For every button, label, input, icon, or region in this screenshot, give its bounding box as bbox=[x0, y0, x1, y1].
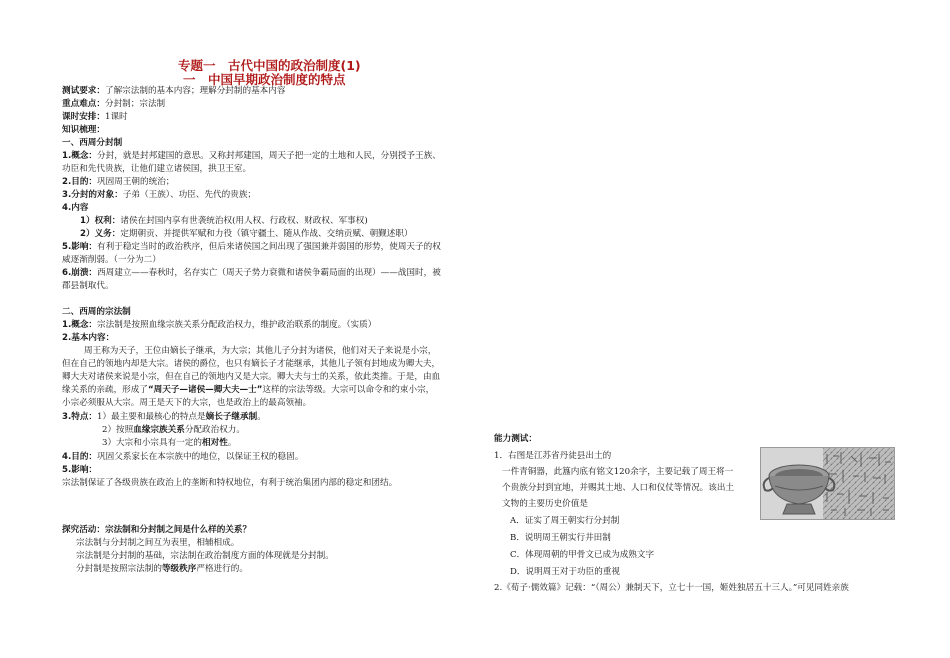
s1-purpose-text: 巩固周王朝的统治； bbox=[97, 177, 175, 187]
s2-f1-bold: 嫡长子继承制 bbox=[205, 412, 258, 422]
s1-impact-text: 有利于稳定当时的政治秩序，但后来诸侯国之间出现了强国兼并弱国的形势，使周天子的权 bbox=[97, 242, 441, 252]
s2-p4-start: 缘关系的亲疏，形成了 bbox=[62, 385, 148, 395]
s1-definition-text: 分封，就是封邦建国的意思。又称封邦建国，周天子把一定的土地和人民，分别授予王族、 bbox=[97, 151, 441, 161]
s1-objects-label: 3.分封的对象： bbox=[62, 190, 123, 200]
s2-p4-end: 这样的宗法等级。大宗可以命令和约束小宗， bbox=[262, 385, 435, 395]
s1-collapse-label: 6.崩溃： bbox=[62, 268, 98, 278]
s2-definition-text: 宗法制是按照血缘宗族关系分配政治权力，维护政治联系的制度。（实质） bbox=[97, 320, 377, 330]
s2-feature-2 bbox=[102, 424, 245, 436]
s2-paragraph-line2: 但在自己的领地内却是大宗。诸侯的爵位，也只有嫡长子才能继承，其他儿子领有封地成为卿大夫， bbox=[62, 359, 441, 369]
explore-a3-bold: 等级秩序 bbox=[161, 564, 197, 574]
s1-objects-text: 子弟（王族）、功臣、先代的贵族； bbox=[122, 190, 257, 200]
s1-rights bbox=[80, 215, 368, 227]
q1-option-d: D．说明周王对于功臣的重视 bbox=[510, 567, 621, 577]
s2-purpose bbox=[62, 451, 303, 463]
s2-f1-end: 。 bbox=[257, 412, 266, 422]
s2-f2-bold: 血缘宗族关系 bbox=[133, 425, 185, 435]
q2-line1: 2.《荀子·儒效篇》记载：“（周公）兼制天下，立七十一国，姬姓独居五十三人。”可见同姓亲族 bbox=[494, 583, 849, 593]
s1-collapse-line1 bbox=[62, 267, 441, 279]
q1-line4: 文物的主要历史价值是 bbox=[502, 499, 588, 509]
lesson-time-text: 1课时 bbox=[104, 112, 128, 122]
s1-definition-line1 bbox=[62, 150, 441, 162]
page-title: 专题一 古代中国的政治制度(1) bbox=[178, 58, 361, 73]
explore-answer-1: 宗法制与分封制之间互为表里，相辅相成。 bbox=[76, 538, 240, 548]
knowledge-label: 知识梳理： bbox=[62, 125, 105, 135]
bronze-vessel-image bbox=[760, 447, 895, 520]
s2-f1-text: 1）最主要和最核心的特点是 bbox=[97, 412, 206, 422]
s2-paragraph-line3: 卿大夫对诸侯来说是小宗，但在自己的领地内又是大宗。卿大夫与士的关系，依此类推。于是，由血 bbox=[62, 372, 441, 382]
section2-heading: 二、西周的宗法制 bbox=[62, 307, 131, 317]
s2-hierarchy-phrase: “周天子—诸侯—卿大夫—士” bbox=[147, 385, 263, 395]
explore-question: 探究活动：宗法制和分封制之间是什么样的关系？ bbox=[62, 525, 252, 535]
key-points bbox=[62, 98, 165, 110]
ability-test-heading: 能力测试： bbox=[494, 434, 537, 444]
s2-paragraph-line4 bbox=[62, 384, 434, 396]
q1-line2: 一件青铜器，此簋内底有铭文120余字，主要记载了周王将一 bbox=[502, 467, 734, 477]
s2-paragraph-line5: 小宗必须服从大宗。周王是天下的大宗，也是政治上的最高领袖。 bbox=[62, 398, 312, 408]
s2-paragraph-line1: 周王称为天子，王位由嫡长子继承，为大宗；其他儿子分封为诸侯，他们对天子来说是小宗， bbox=[84, 346, 437, 356]
s2-impact-text: 宗法制保证了各级贵族在政治上的垄断和特权地位，有利于统治集团内部的稳定和团结。 bbox=[62, 478, 398, 488]
lesson-time-label: 课时安排： bbox=[62, 112, 105, 122]
test-requirement-label: 测试要求： bbox=[62, 86, 105, 96]
s2-definition bbox=[62, 319, 376, 331]
s1-purpose-label: 2.目的： bbox=[62, 177, 98, 187]
section1-heading: 一、西周分封制 bbox=[62, 138, 123, 148]
s1-objects bbox=[62, 189, 256, 201]
s2-purpose-text: 巩固父系家长在本宗族中的地位，以保证王权的稳固。 bbox=[97, 452, 304, 462]
s2-impact-label: 5.影响： bbox=[62, 465, 98, 475]
bronze-vessel-illustration bbox=[761, 448, 894, 519]
s1-duty bbox=[80, 228, 413, 240]
q1-line3: 个贵族分封到宜地，并赐其土地、人口和仪仗等情况。该出土 bbox=[502, 483, 735, 493]
s2-purpose-label: 4.目的： bbox=[62, 452, 98, 462]
key-points-text: 分封制；宗法制 bbox=[104, 99, 166, 109]
q1-option-a: A．证实了周王朝实行分封制 bbox=[510, 516, 620, 526]
q1-option-c: C．体现周朝的甲骨文已成为成熟文字 bbox=[510, 550, 655, 560]
s1-definition-line2: 功臣和先代贵族，让他们建立诸侯国，拱卫王室。 bbox=[62, 164, 252, 174]
s1-content-label: 4.内容 bbox=[62, 203, 89, 213]
q1-line1: 1．右图是江苏省丹徒县出土的 bbox=[494, 451, 612, 461]
s1-duty-text: 定期朝贡、并提供军赋和力役（镇守疆土、随从作战、交纳贡赋、朝觐述职） bbox=[120, 229, 413, 239]
s1-rights-label: 1）权利： bbox=[80, 216, 121, 226]
s2-f3-bold: 相对性 bbox=[202, 438, 228, 448]
test-requirement bbox=[62, 85, 285, 97]
explore-a3-end: 严格进行的。 bbox=[196, 564, 248, 574]
s1-definition-label: 1.概念： bbox=[62, 151, 98, 161]
s2-f2-text: 2）按照 bbox=[102, 425, 134, 435]
s2-f2-end: 分配政治权力。 bbox=[184, 425, 245, 435]
s2-feature-3 bbox=[102, 437, 236, 449]
test-requirement-text: 了解宗法制的基本内容；理解分封制的基本内容 bbox=[104, 86, 286, 96]
s1-impact-line1 bbox=[62, 241, 441, 253]
s2-content-label: 2.基本内容： bbox=[62, 333, 115, 343]
explore-a3-text: 分封制是按照宗法制的 bbox=[76, 564, 162, 574]
s2-f3-end: 。 bbox=[227, 438, 237, 448]
s2-definition-label: 1.概念： bbox=[62, 320, 98, 330]
s1-rights-text: 诸侯在封国内享有世袭统治权(用人权、行政权、财政权、军事权) bbox=[120, 216, 368, 226]
s1-duty-label: 2）义务： bbox=[80, 229, 121, 239]
page-subtitle: 一 中国早期政治制度的特点 bbox=[183, 72, 346, 87]
s1-collapse-line2: 郡县制取代。 bbox=[62, 281, 114, 291]
lesson-time bbox=[62, 111, 128, 123]
s2-feature-1 bbox=[62, 411, 266, 423]
s1-purpose bbox=[62, 176, 174, 188]
key-points-label: 重点难点： bbox=[62, 99, 105, 109]
q1-option-b: B．说明周王朝实行井田制 bbox=[510, 533, 611, 543]
s1-collapse-text: 西周建立——春秋时，名存实亡（周天子势力衰微和诸侯争霸局面的出现）——战国时，被 bbox=[97, 268, 441, 278]
s1-impact-label: 5.影响： bbox=[62, 242, 98, 252]
s1-impact-line2: 威逐渐削弱。（一分为二） bbox=[62, 255, 161, 265]
s2-f3-text: 3）大宗和小宗具有一定的 bbox=[102, 438, 202, 448]
s2-feature-label: 3.特点： bbox=[62, 412, 98, 422]
explore-answer-2: 宗法制是分封制的基础，宗法制在政治制度方面的体现就是分封制。 bbox=[76, 551, 334, 561]
explore-answer-3 bbox=[76, 563, 248, 575]
